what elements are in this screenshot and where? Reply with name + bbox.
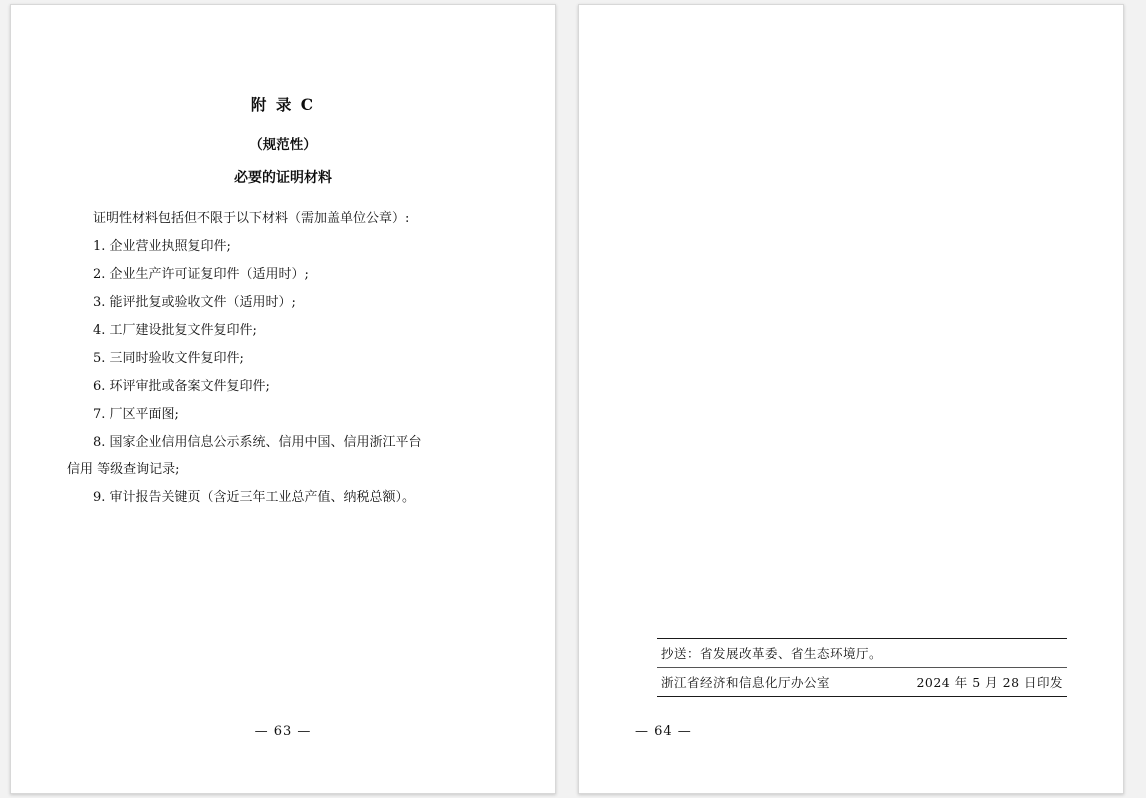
list-item: 4. 工厂建设批复文件复印件; <box>93 322 257 338</box>
page-63-content <box>11 5 555 793</box>
page-number-64: — 64 — <box>635 724 692 739</box>
intro-paragraph: 证明性材料包括但不限于以下材料（需加盖单位公章）: <box>93 211 410 226</box>
colophon-issuer: 浙江省经济和信息化厅办公室 <box>661 675 831 690</box>
colophon-issue-date: 2024 年 5 月 28 日印发 <box>916 675 1063 690</box>
colophon-rule-bottom <box>657 696 1067 697</box>
list-item: 8. 国家企业信用信息公示系统、信用中国、信用浙江平台 <box>93 434 422 450</box>
required-materials-list <box>67 233 499 512</box>
colophon-block <box>657 638 1067 697</box>
document-page-63 <box>10 4 556 794</box>
list-item: 2. 企业生产许可证复印件（适用时）; <box>93 266 309 282</box>
appendix-heading: 必要的证明材料 <box>234 170 332 186</box>
list-item: 5. 三同时验收文件复印件; <box>93 350 244 366</box>
list-item-continuation: 信用 等级查询记录; <box>67 462 180 478</box>
appendix-type: （规范性） <box>249 137 317 153</box>
document-page-64 <box>578 4 1124 794</box>
appendix-title: 附 录 C <box>250 95 316 114</box>
list-item: 9. 审计报告关键页（含近三年工业总产值、纳税总额）。 <box>93 490 416 506</box>
colophon-distribution-row <box>657 639 1067 667</box>
list-item: 1. 企业营业执照复印件; <box>93 238 231 254</box>
list-item: 6. 环评审批或备案文件复印件; <box>93 378 270 394</box>
page-number-63: — 63 — <box>254 724 312 739</box>
colophon-distribution: 抄送：省发展改革委、省生态环境厅。 <box>661 646 883 661</box>
list-item: 3. 能评批复或验收文件（适用时）; <box>93 294 296 310</box>
list-item: 7. 厂区平面图; <box>93 406 179 422</box>
colophon-issuer-row <box>657 668 1067 696</box>
